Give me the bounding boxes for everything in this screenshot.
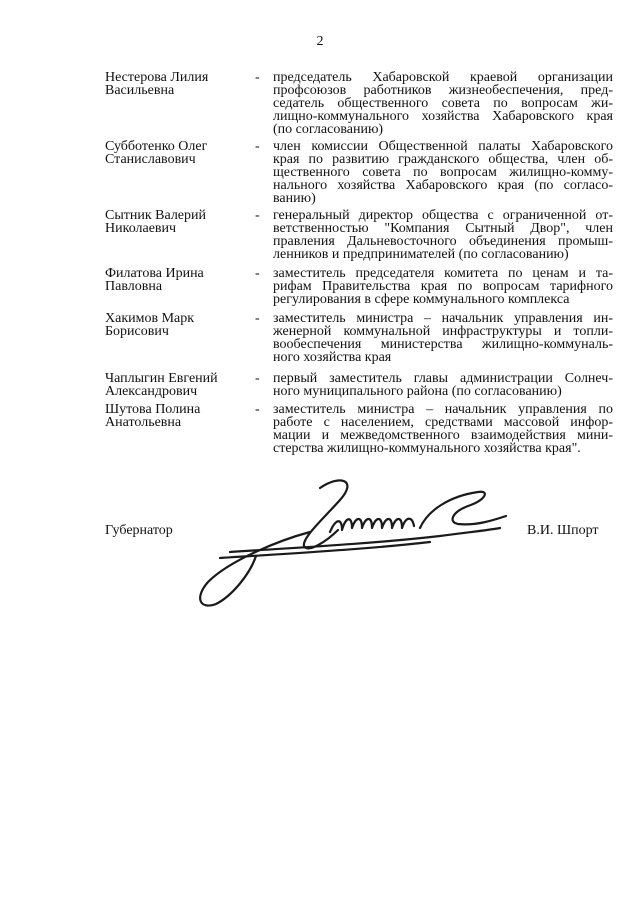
member-name: Субботенко Олег Станиславович <box>105 139 208 167</box>
member-description: член комиссии Общественной палаты Хабаровского края по развитию гражданского общества, член об- щественного совета по вопросам жилищно-комму- нального хозяйства Хабаровского края (по согласо- ванию) <box>273 139 613 206</box>
member-name: Филатова Ирина Павловна <box>105 266 204 294</box>
member-description: заместитель министра – начальник управления ин- женерной коммунальной инфраструктуры и топли- вообеспечения министерства жилищно-коммуналь- ного хозяйства края <box>273 311 613 365</box>
member-name: Шутова Полина Анатольевна <box>105 402 201 430</box>
member-name: Нестерова Лилия Васильевна <box>105 70 209 98</box>
member-name: Чаплыгин Евгений Александрович <box>105 371 218 399</box>
governor-name: В.И. Шпорт <box>527 523 599 538</box>
list-dash: - <box>255 311 260 326</box>
member-name: Сытник Валерий Николаевич <box>105 208 207 236</box>
list-dash: - <box>255 70 260 85</box>
member-description: заместитель председателя комитета по ценам и та- рифам Правительства края по вопросам тарифного регулирования в сфере коммунального комплекса <box>273 266 613 307</box>
member-description: первый заместитель главы администрации Солнеч- ного муниципального района (по согласованию) <box>273 371 613 399</box>
list-dash: - <box>255 139 260 154</box>
list-dash: - <box>255 266 260 281</box>
list-dash: - <box>255 402 260 417</box>
list-dash: - <box>255 208 260 223</box>
handwritten-signature <box>190 470 520 620</box>
member-description: генеральный директор общества с ограниченной от- ветственностью "Компания Сытный Двор", член правления Дальневосточного объединения промыш- ленников и предпринимателей (по согласованию) <box>273 208 613 262</box>
member-description: заместитель министра – начальник управления по работе с населением, средствами массовой инфор- мации и межведомственного взаимодействия мини- стерства жилищно-коммунального хозяйства края". <box>273 402 613 456</box>
member-name: Хакимов Марк Борисович <box>105 311 195 339</box>
member-description: председатель Хабаровской краевой организации профсоюзов работников жизнеобеспечения, пред- седатель общественного совета по вопросам жи- лищно-коммунального хозяйства Хабаровского края (по согласованию) <box>273 70 613 137</box>
list-dash: - <box>255 371 260 386</box>
governor-title: Губернатор <box>105 523 173 538</box>
page-number: 2 <box>316 34 324 49</box>
